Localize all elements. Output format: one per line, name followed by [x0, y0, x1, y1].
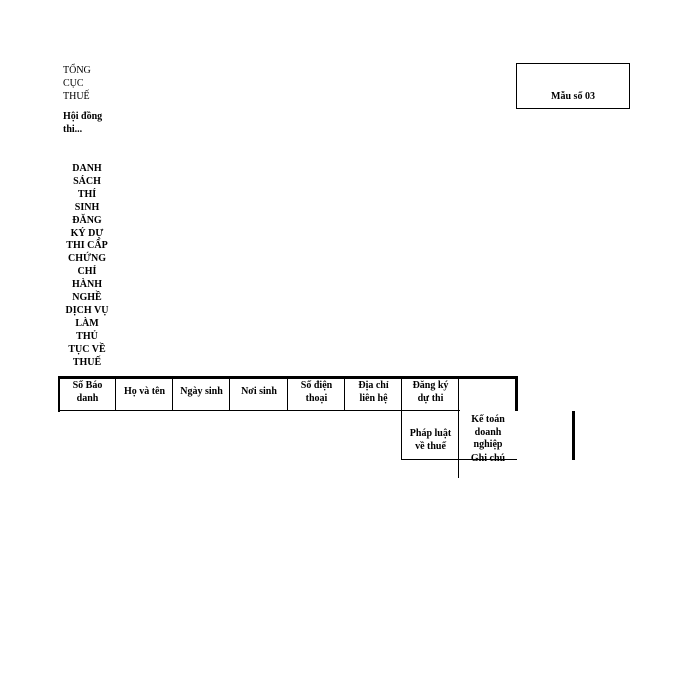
title-line: LÀM [75, 317, 99, 329]
title-line: CHỨNG [68, 253, 106, 265]
title-line: TỤC VỀ [68, 343, 106, 355]
extra-column-header: Kế toán doanh nghiệp [471, 414, 505, 450]
title-line: HÀNH [72, 279, 102, 291]
title-line: DỊCH VỤ [65, 304, 109, 316]
title-line: ĐĂNG [72, 214, 102, 226]
note-header: Ghi chú [470, 453, 506, 464]
column-header: Họ và tên [123, 386, 166, 397]
column-header: Số Báo danh [72, 380, 103, 404]
table-border-far-right [572, 411, 575, 460]
table-border-right [515, 376, 518, 411]
agency-line: THUẾ [63, 91, 90, 102]
sub-column-header: Pháp luật về thuế [409, 428, 452, 452]
column-header: Ngày sinh [180, 386, 223, 397]
title-line: SINH [74, 201, 100, 213]
exam-council [63, 110, 123, 136]
table-border-top [58, 376, 518, 379]
column-header: Địa chỉ liên hệ [358, 380, 389, 404]
title-line: THUẾ [72, 356, 102, 368]
table-border-header-bottom [58, 410, 460, 411]
agency-name [63, 64, 123, 103]
form-number-label: Mẫu số 03 [551, 91, 595, 102]
council-line: Hội đồng [63, 111, 103, 122]
title-line: CHỈ [77, 266, 97, 278]
column-header: Đăng ký dự thi [412, 380, 449, 404]
title-line: THI CẤP [66, 240, 108, 252]
title-line: DANH [72, 163, 102, 174]
title-line: NGHỀ [72, 292, 102, 304]
title-line: THÍ [77, 188, 97, 200]
agency-line: TỔNG [63, 65, 91, 76]
document-title [56, 163, 118, 370]
column-header: Số điện thoại [300, 380, 333, 404]
title-line: THỦ [76, 330, 98, 342]
agency-line: CỤC [63, 78, 84, 89]
title-line: KÝ DỰ [70, 227, 104, 239]
column-header: Nơi sinh [241, 386, 277, 397]
title-line: SÁCH [73, 175, 101, 187]
form-number-box [516, 63, 630, 109]
council-line: thi... [63, 124, 83, 135]
